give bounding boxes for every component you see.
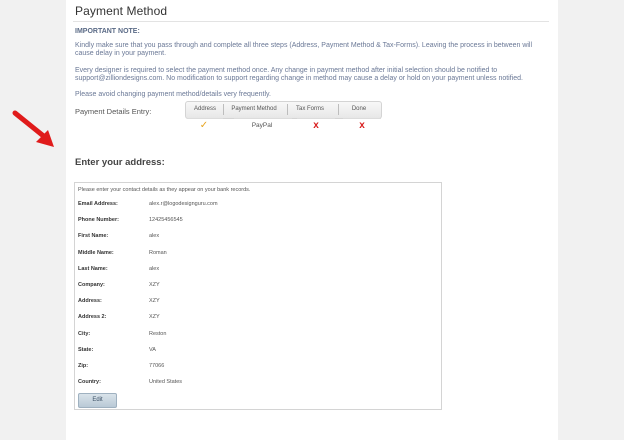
address-details-box [74,182,442,410]
title-divider [73,21,549,22]
field-value-address: XZY [149,298,160,304]
note-paragraph-1: Kindly make sure that you pass through and complete all three steps (Address, Payment Method & Tax-Forms). Leaving the process in between will cause delay in your payment. [75,42,533,57]
field-value-last-name: alex [149,266,160,272]
field-label: Address 2: [78,314,107,320]
note-paragraph-2: Every designer is required to select the payment method once. Any change in payment method after initial selection should be notified to support@zilliondesigns.com. No modification to support regarding change in method may cause a delay or hold on your payment unless notified. [75,67,523,82]
field-label: Email Address: [78,201,118,207]
field-label: Company: [78,282,105,288]
field-label: Address: [78,298,102,304]
step-separator [281,104,288,115]
payment-details-label: Payment Details Entry: [75,107,152,116]
field-value-address-2: XZY [149,314,160,320]
field-label: Country: [78,379,101,385]
page-title: Payment Method [75,4,168,18]
step-done[interactable]: Done [351,106,367,112]
field-label: State: [78,347,94,353]
field-label: City: [78,331,91,337]
done-status-cross-icon: x [359,120,365,131]
address-section-heading: Enter your address: [75,157,165,168]
field-label: Last Name: [78,266,108,272]
field-value-zip: 77066 [149,363,165,369]
address-intro-text: Please enter your contact details as they appear on your bank records. [78,187,251,193]
field-value-city: Reston [149,331,167,337]
payment-method-status: PayPal [251,122,273,129]
field-label: Phone Number: [78,217,119,223]
field-label: Zip: [78,363,89,369]
step-separator [217,104,224,115]
edit-button[interactable]: Edit [78,393,117,408]
field-value-phone: 12425456545 [149,217,183,223]
important-note-heading: IMPORTANT NOTE: [75,28,140,35]
field-value-email: alex.r@logodesignguru.com [149,201,218,207]
step-separator [332,104,339,115]
note-paragraph-3: Please avoid changing payment method/details very frequently. [75,91,271,98]
main-panel [66,0,558,440]
step-progress-bar [185,101,382,119]
field-value-state: VA [149,347,156,353]
step-tax-forms[interactable]: Tax Forms [295,106,324,112]
step-payment-method[interactable]: Payment Method [231,106,277,112]
step-address[interactable]: Address [193,106,216,112]
field-value-company: XZY [149,282,160,288]
field-value-middle-name: Roman [149,250,167,256]
tax-forms-status-cross-icon: x [313,120,319,131]
field-label: First Name: [78,233,109,239]
field-value-country: United States [149,379,183,385]
red-arrow-icon [12,110,58,150]
address-status-check-icon: ✓ [199,120,209,131]
field-value-first-name: alex [149,233,160,239]
field-label: Middle Name: [78,250,114,256]
